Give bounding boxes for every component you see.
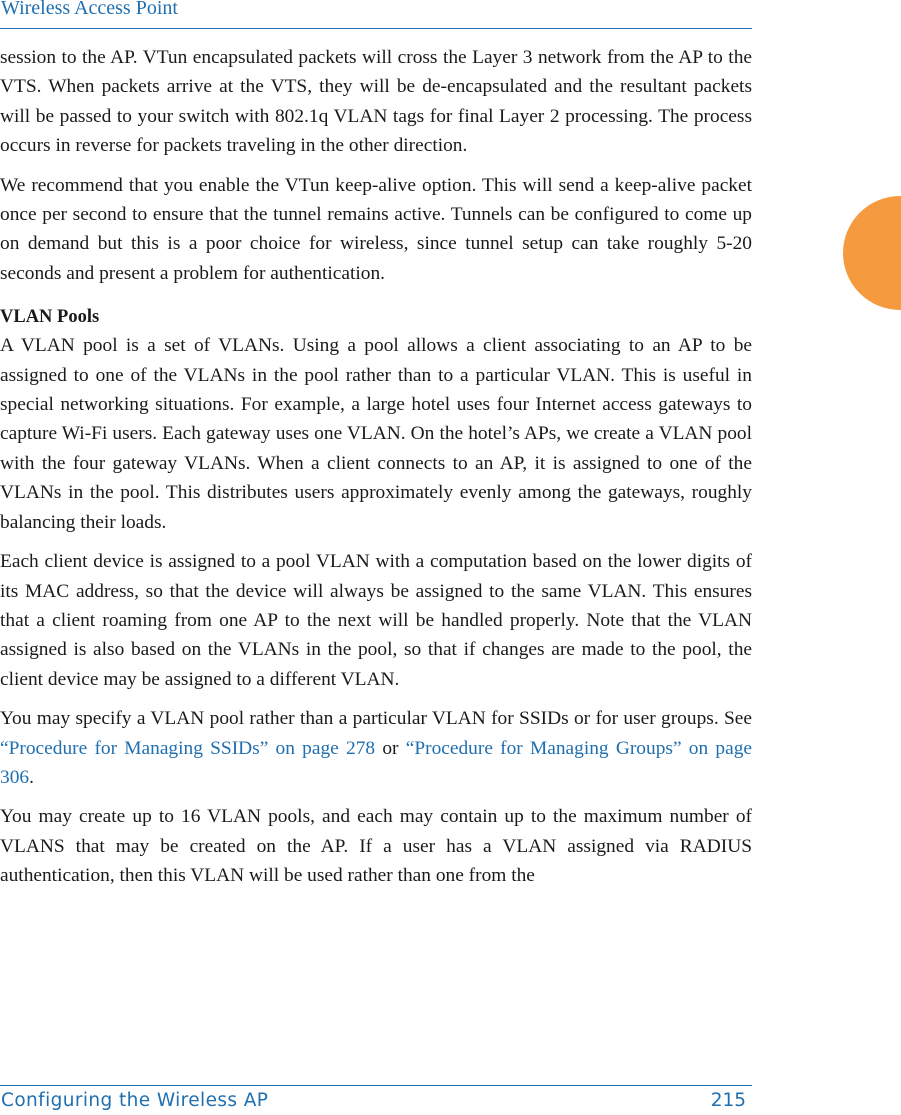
paragraph-ssid-groups	[0, 704, 752, 792]
page-body	[0, 43, 752, 901]
paragraph-pool-limits: You may create up to 16 VLAN pools, and each may contain up to the maximum number of VLANS that may be created on the AP. If a user has a VLAN assigned via RADIUS authentication, then this VLAN will be used rather than one from the	[0, 806, 752, 887]
paragraph-vlan-pool-intro: A VLAN pool is a set of VLANs. Using a pool allows a client associating to an AP to be assigned to one of the VLANs in the pool rather than to a particular VLAN. This is useful in special networking situations. For example, a large hotel uses four Internet access gateways to capture Wi-Fi users. Each gateway uses one VLAN. On the hotel’s APs, we create a VLAN pool with the four gateway VLANs. When a client connects to an AP, it is assigned to one of the VLANs in the pool. This distributes users approximately evenly among the gateways, roughly balancing their loads.	[0, 335, 752, 533]
chapter-tab-marker	[843, 196, 901, 310]
paragraph-keepalive: We recommend that you enable the VTun keep-alive option. This will send a keep-alive packet once per second to ensure that the tunnel remains active. Tunnels can be configured to come up on demand but this is a poor choice for wireless, since tunnel setup can take roughly 5-20 seconds and present a problem for authentication.	[0, 174, 752, 284]
paragraph-mac-assignment: Each client device is assigned to a pool VLAN with a computation based on the lower digits of its MAC address, so that the device will always be assigned to the same VLAN. This ensures that a client roaming from one AP to the next will be handled properly. Note that the VLAN assigned is also based on the VLANs in the pool, so that if changes are made to the pool, the client device may be assigned to a different VLAN.	[0, 551, 752, 690]
link-managing-ssids[interactable]: “Procedure for Managing SSIDs” on page 278	[0, 737, 376, 759]
footer-section-title: Configuring the Wireless AP	[1, 1090, 269, 1111]
section-heading-vlan-pools: VLAN Pools	[0, 307, 100, 328]
paragraph-vts: session to the AP. VTun encapsulated packets will cross the Layer 3 network from the AP to the VTS. When packets arrive at the VTS, they will be de-encapsulated and the resultant packets will be passed to your switch with 802.1q VLAN tags for final Layer 2 processing. The process occurs in reverse for packets traveling in the other direction.	[0, 47, 752, 157]
text-lead: You may specify a VLAN pool rather than a particular VLAN for SSIDs or for user groups. See	[0, 708, 752, 730]
text-end: .	[29, 766, 34, 788]
text-mid: or	[375, 737, 406, 759]
page-number: 215	[710, 1090, 746, 1111]
header-title: Wireless Access Point	[1, 0, 178, 19]
page-footer	[0, 1085, 752, 1115]
link-managing-groups[interactable]: “Procedure for Managing Groups” on page 306	[0, 737, 753, 788]
page-header	[0, 0, 752, 29]
